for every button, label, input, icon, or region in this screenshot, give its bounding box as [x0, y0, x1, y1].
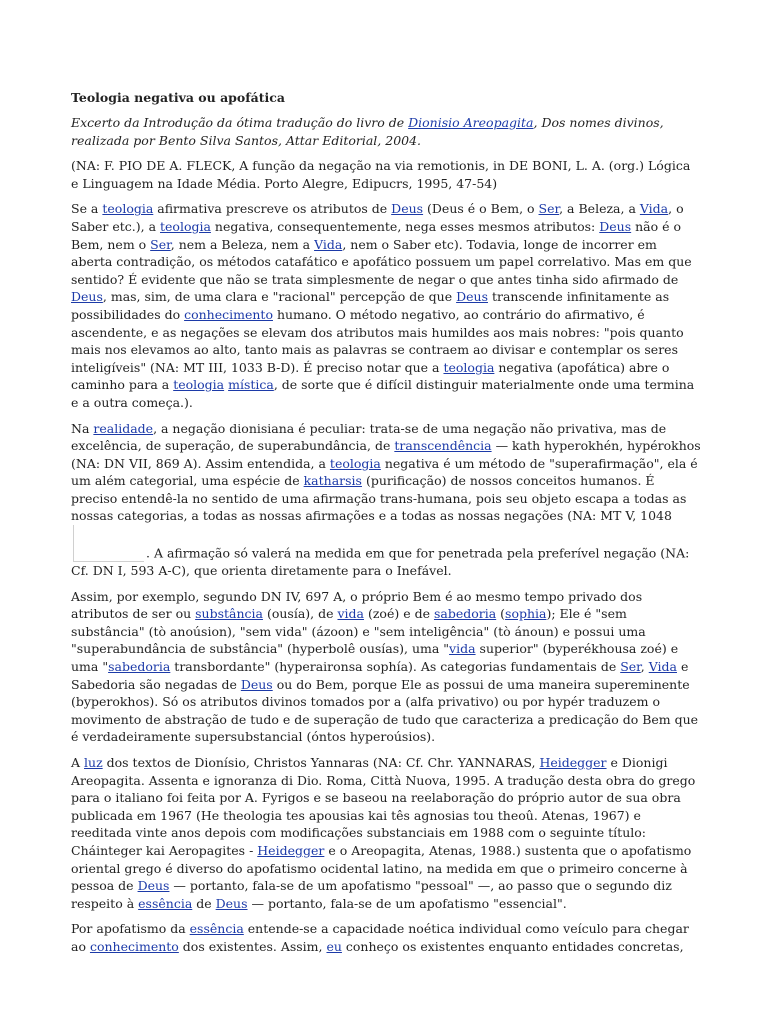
link-deus[interactable]: Deus [391, 201, 424, 217]
text: , a Beleza, a [559, 201, 640, 217]
link-eu[interactable]: eu [326, 938, 342, 954]
text: dos textos de Dionísio, Christos Yannaras (NA: Cf. Chr. YANNARAS, [102, 755, 540, 770]
link-transcendencia[interactable]: transcendência [394, 438, 492, 454]
text: entende-se a capacidade noética individual como veículo para chegar ao [71, 921, 689, 954]
text: , o Saber etc.), a [71, 201, 684, 234]
link-deus[interactable]: Deus [240, 676, 273, 692]
text: transcende infinitamente as possibilidades do [71, 289, 670, 322]
text: de [192, 895, 216, 911]
text: afirmativa prescreve os atributos de [153, 201, 392, 217]
link-teologia[interactable]: teologia [329, 455, 381, 471]
text: não é o Bem, nem o [71, 218, 682, 252]
link-vida[interactable]: vida [337, 606, 364, 622]
link-deus[interactable]: Deus [599, 218, 632, 234]
text: transbordante" (hyperaironsa sophía). As categorias fundamentais de [170, 659, 621, 675]
text: , [640, 659, 649, 675]
text: e Sabedoria são negadas de [71, 659, 689, 692]
text: e o Areopagita, Atenas, 1988.) sustenta que o apofatismo oriental grego é diverso do apofatismo ocidental latino, na medida em que o primeiro concerne à pessoa de [71, 842, 692, 894]
link-katharsis[interactable]: katharsis [303, 473, 362, 489]
text: , mas, sim, de uma clara e "racional" percepção de que [102, 289, 457, 305]
broken-image-placeholder [73, 525, 144, 562]
link-deus[interactable]: Deus [137, 878, 170, 894]
link-ser[interactable]: Ser [150, 236, 171, 252]
link-deus[interactable]: Deus [456, 289, 488, 305]
link-dionisio-areopagita[interactable]: Dionisio Areopagita [408, 115, 534, 130]
paragraph-1 [71, 200, 701, 411]
article-title: Teologia negativa ou apofática [71, 90, 285, 105]
text: — portanto, fala-se de um apofatismo "essencial". [247, 895, 567, 911]
excerpt-line [71, 114, 701, 149]
text: , nem a Beleza, nem a [170, 236, 315, 252]
text: A [71, 755, 85, 770]
text: (zoé) e de [364, 606, 434, 622]
text: Por apofatismo da [71, 921, 190, 937]
link-ser[interactable]: Ser [620, 659, 641, 675]
link-heidegger[interactable]: Heidegger [257, 842, 325, 858]
text: — portanto, fala-se de um apofatismo "pessoal" —, ao passo que o segundo diz respeito à [71, 878, 672, 911]
text: , de sorte que é difícil distinguir materialmente onde uma termina e a outra começa.). [71, 377, 695, 410]
link-sabedoria[interactable]: sabedoria [108, 659, 171, 675]
link-vida[interactable]: Vida [314, 236, 343, 252]
link-teologia[interactable]: teologia [443, 359, 495, 375]
text: (Deus é o Bem, o [423, 201, 539, 217]
text: , a negação dionisiana é peculiar: trata-se de uma negação não privativa, mas de excelência, de superação, de superabundância, de [71, 420, 667, 454]
link-deus[interactable]: Deus [71, 289, 103, 305]
text: dos existentes. Assim, [178, 938, 327, 954]
link-sophia[interactable]: sophia [505, 606, 547, 622]
link-ser[interactable]: Ser [538, 201, 560, 217]
text: negativa (apofática) abre o caminho para a [71, 359, 670, 393]
text: . A afirmação só valerá na medida em que for penetrada pela preferível negação (NA: Cf. DN I, 593 A-C), que orienta diretamente para o Inefável. [71, 545, 690, 579]
link-mistica[interactable]: mística [228, 377, 274, 393]
link-conhecimento[interactable]: conhecimento [184, 306, 273, 322]
text: ou do Bem, porque Ele as possui de uma maneira supereminente (byperokhos). Só os atributos divinos tomados por a (alfa privativo) ou por hypér traduzem o movimento de abstração de tudo e de superação de tudo que caracteriza a predicação do Bem que é verdadeiramente supersubstancial (óntos hyperoúsios). [71, 676, 699, 745]
link-realidade[interactable]: realidade [93, 420, 154, 436]
text: conheço os existentes enquanto entidades concretas, [341, 938, 684, 954]
link-vida[interactable]: vida [449, 641, 476, 657]
paragraph-2 [71, 420, 701, 580]
link-vida[interactable]: Vida [639, 201, 669, 217]
link-substancia[interactable]: substância [195, 606, 263, 622]
paragraph-4 [71, 754, 701, 912]
link-essencia[interactable]: essência [189, 921, 244, 937]
text: Se a [71, 201, 103, 217]
text: ( [496, 606, 506, 622]
text: negativa é um método de "superafirmação", ela é um além categorial, uma espécie de [71, 455, 698, 489]
text: superior" (byperékhousa zoé) e uma " [71, 641, 679, 675]
link-vida[interactable]: Vida [648, 659, 677, 675]
link-sabedoria[interactable]: sabedoria [433, 606, 497, 622]
link-deus[interactable]: Deus [215, 895, 248, 911]
text: e Dionigi Areopagita. Assenta e ignoranza di Dio. Roma, Città Nuova, 1995. A tradução desta obra do grego para o italiano foi feita por A. Fyrigos e se baseou na reelaboração do próprio autor de sua obra publicada em 1967 (He theologia tes apousias kai tês agnosias tou theoû. Atenas, 1967) e reeditada vinte anos depois com modificações substanciais em 1988 com o seguinte título: Cháinteger kai Aeropagites - [71, 755, 696, 858]
text: Na [71, 420, 94, 436]
link-teologia[interactable]: teologia [173, 377, 225, 393]
text: humano. O método negativo, ao contrário do afirmativo, é ascendente, e as negações se elevam dos atributos mais humildes aos mais nobres: "pois quanto mais nos elevamos ao alto, tanto mais as palavras se contraem ao divisar e contemplar os seres inteligíveis" (NA: MT III, 1033 B-D). É preciso notar que a [71, 306, 684, 375]
text: (ousía), de [262, 606, 338, 622]
text: , nem o Saber etc). Todavia, longe de incorrer em aberta contradição, os métodos catafático e apofático possuem um papel correlativo. Mas em que sentido? É evidente que não se trata simplesmente de negar o que antes tinha sido afirmado de [71, 236, 692, 287]
text: — kath hyperokhén, hypérokhos (NA: DN VII, 869 A). Assim entendida, a [71, 438, 701, 471]
link-heidegger[interactable]: Heidegger [539, 755, 607, 770]
link-teologia[interactable]: teologia [102, 201, 154, 217]
article-column [71, 88, 701, 964]
excerpt-text: Excerto da Introdução da ótima tradução do livro de [71, 115, 409, 130]
excerpt-text: , Dos nomes divinos, realizada por Bento Silva Santos, Attar Editorial, 2004. [71, 115, 664, 148]
link-teologia[interactable]: teologia [160, 218, 211, 234]
text: ); Ele é "sem substância" (tò anoúsion), "sem vida" (ázoon) e "sem inteligência" (tò ánoun) e possui uma "superabundância de substância" (hyperbolê ousías), uma " [71, 606, 646, 657]
text: negativa, consequentemente, nega esses mesmos atributos: [210, 218, 600, 234]
text: Assim, por exemplo, segundo DN IV, 697 A, o próprio Bem é ao mesmo tempo privado dos atributos de ser ou [71, 588, 643, 622]
reference-note: (NA: F. PIO DE A. FLECK, A função da negação na via remotionis, in DE BONI, L. A. (org.) Lógica e Linguagem na Idade Média. Porto Alegre, Edipucrs, 1995, 47-54) [71, 158, 691, 191]
link-conhecimento[interactable]: conhecimento [89, 938, 179, 954]
link-essencia[interactable]: essência [138, 895, 193, 911]
text: (purificação) de nossos conceitos humanos. É preciso entendê-la no sentido de uma afirmação trans-humana, pois seu objeto escapa a todas as nossas categorias, a todas as nossas afirmações e a todas as nossas negações (NA: MT V, 1048 [71, 473, 687, 524]
link-luz[interactable]: luz [84, 755, 103, 770]
paragraph-5 [71, 920, 701, 955]
paragraph-3 [71, 588, 701, 746]
